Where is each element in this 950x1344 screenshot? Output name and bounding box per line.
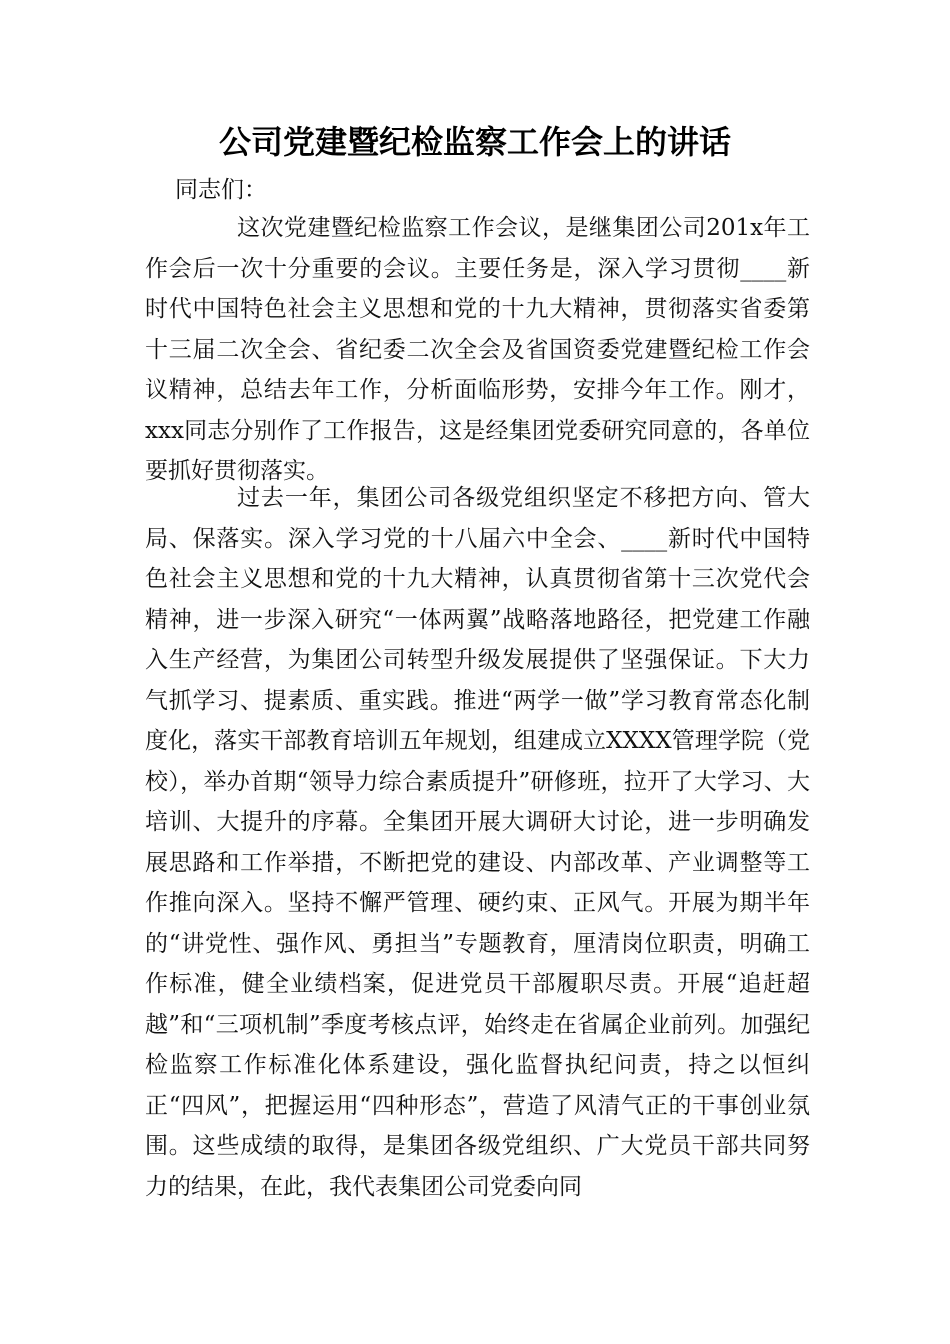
document-title: 公司党建暨纪检监察工作会上的讲话 xyxy=(218,123,731,161)
paragraph-2: 过去一年，集团公司各级党组织坚定不移把方向、管大局、保落实。深入学习党的十八届六中全会、____新时代中国特色社会主义思想和党的十九大精神，认真贯彻省第十三次党代会精神，进一步深入研究“一体两翼”战略落地路径，把党建工作融入生产经营，为集团公司转型升级发展提供了坚强保证。下大力气抓学习、提素质、重实践。推进“两学一做”学习教育常态化制度化，落实干部教育培训五年规划，组建成立XXXX管理学院（党校），举办首期“领导力综合素质提升”研修班，拉开了大学习、大培训、大提升的序幕。全集团开展大调研大讨论，进一步明确发展思路和工作举措，不断把党的建设、内部改革、产业调整等工作推向深入。坚持不懈严管理、硬约束、正风气。开展为期半年的“讲党性、强作风、勇担当”专题教育，厘清岗位职责，明确工作标准，健全业绩档案，促进党员干部履职尽责。开展“追赶超越”和“三项机制”季度考核点评，始终走在省属企业前列。加强纪检监察工作标准化体系建设，强化监督执纪问责，持之以恒纠正“四风”，把握运用“四种形态”，营造了风清气正的干事创业氛围。这些成绩的取得，是集团各级党组织、广大党员干部共同努力的结果，在此，我代表集团公司党委向同 xyxy=(145,485,810,1200)
paragraph-1: 这次党建暨纪检监察工作会议，是继集团公司201x年工作会后一次十分重要的会议。主要任务是，深入学习贯彻____新时代中国特色社会主义思想和党的十九大精神，贯彻落实省委第十三届二次全会、省纪委二次全会及省国资委党建暨纪检工作会议精神，总结去年工作，分析面临形势，安排今年工作。刚才，xxx同志分别作了工作报告，这是经集团党委研究同意的，各单位要抓好贯彻落实。 xyxy=(145,215,810,484)
salutation: 同志们： xyxy=(175,177,267,203)
